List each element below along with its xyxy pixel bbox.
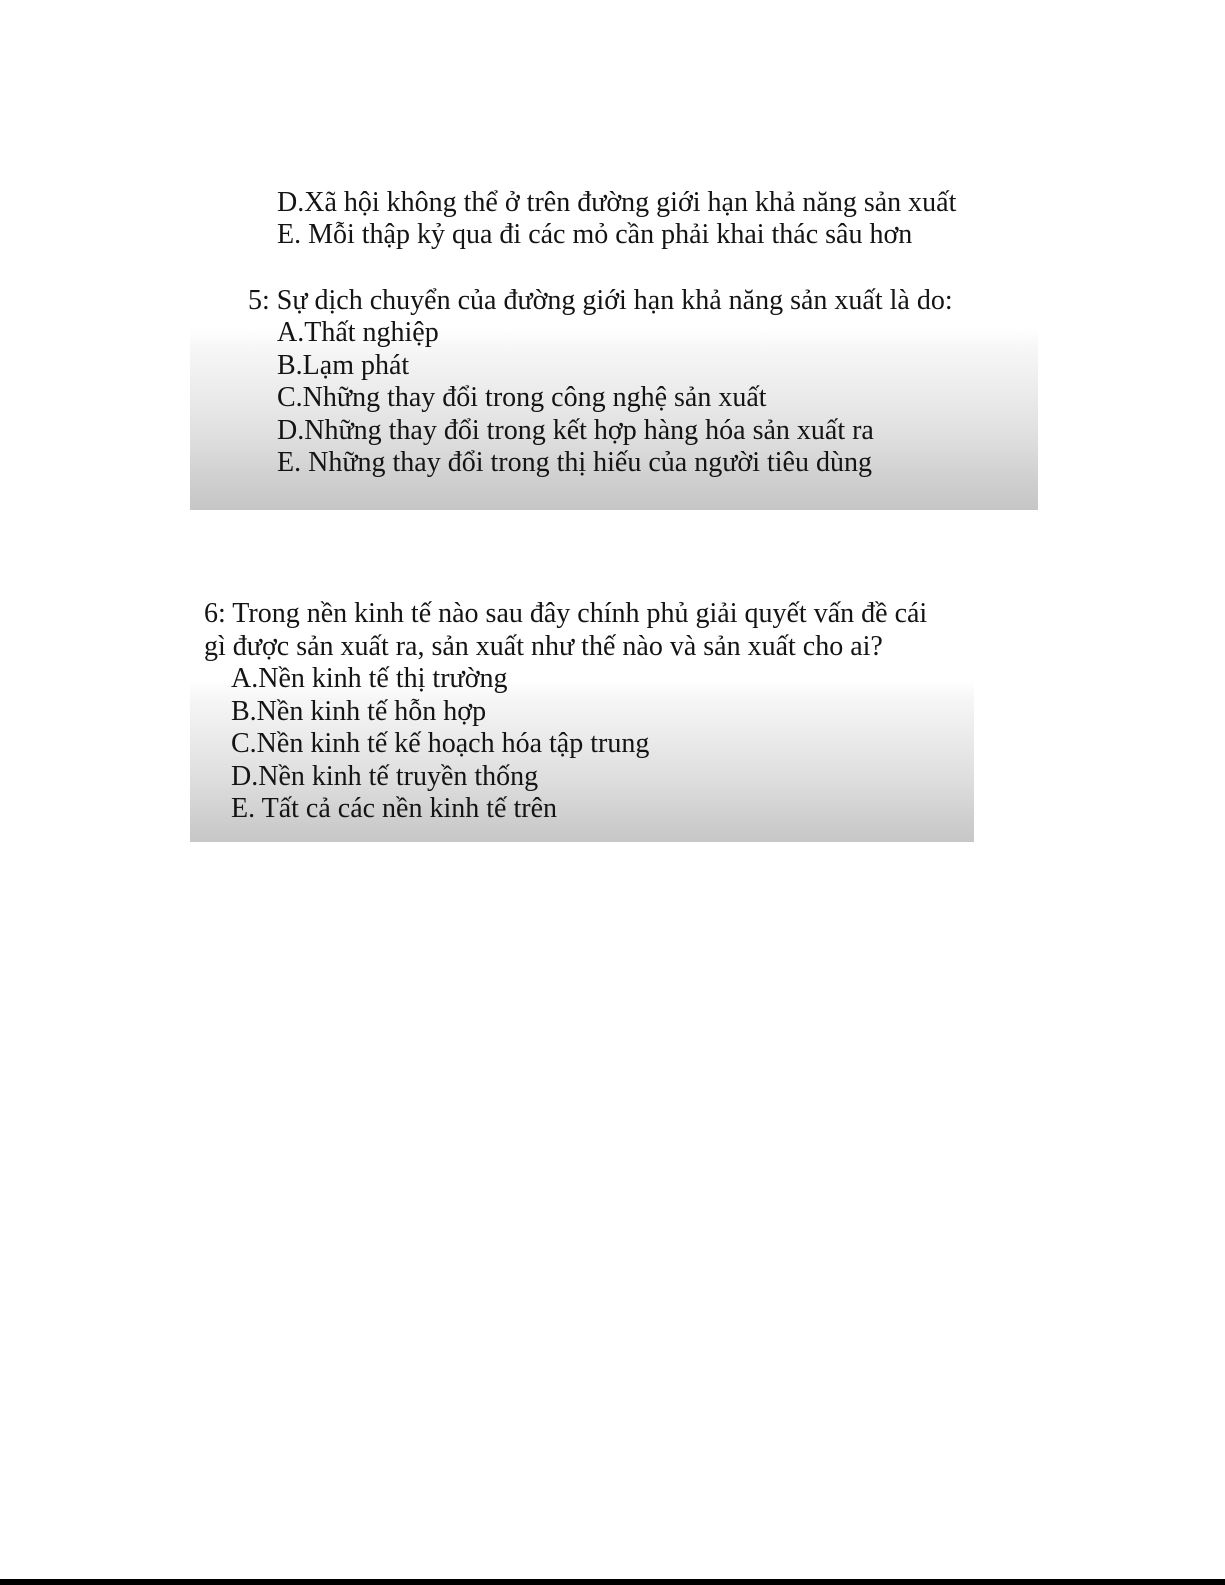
option-e: E. Mỗi thập kỷ qua đi các mỏ cần phải khai thác sâu hơn <box>277 219 913 250</box>
option-d: D.Những thay đổi trong kết hợp hàng hóa sản xuất ra <box>277 415 874 446</box>
option-a: A.Thất nghiệp <box>277 317 439 348</box>
option-d: D.Xã hội không thể ở trên đường giới hạn khả năng sản xuất <box>277 187 957 218</box>
question-4-continuation <box>190 180 1040 250</box>
option-c: C.Nền kinh tế kế hoạch hóa tập trung <box>231 728 650 759</box>
option-d: D.Nền kinh tế truyền thống <box>231 761 539 792</box>
option-a: A.Nền kinh tế thị trường <box>231 663 508 694</box>
question-6 <box>190 590 974 842</box>
question-5 <box>190 280 1038 510</box>
option-e: E. Tất cả các nền kinh tế trên <box>231 793 557 824</box>
option-b: B.Nền kinh tế hỗn hợp <box>231 696 487 727</box>
question-5-stem: 5: Sự dịch chuyển của đường giới hạn khả năng sản xuất là do: <box>248 285 953 316</box>
page-bottom-border <box>0 1579 1225 1585</box>
option-e: E. Những thay đổi trong thị hiếu của người tiêu dùng <box>277 447 872 478</box>
option-c: C.Những thay đổi trong công nghệ sản xuất <box>277 382 767 413</box>
option-b: B.Lạm phát <box>277 350 410 381</box>
question-6-stem-line-2: gì được sản xuất ra, sản xuất như thế nào và sản xuất cho ai? <box>204 631 883 662</box>
question-6-stem-line-1: 6: Trong nền kinh tế nào sau đây chính phủ giải quyết vấn đề cái <box>204 598 928 629</box>
